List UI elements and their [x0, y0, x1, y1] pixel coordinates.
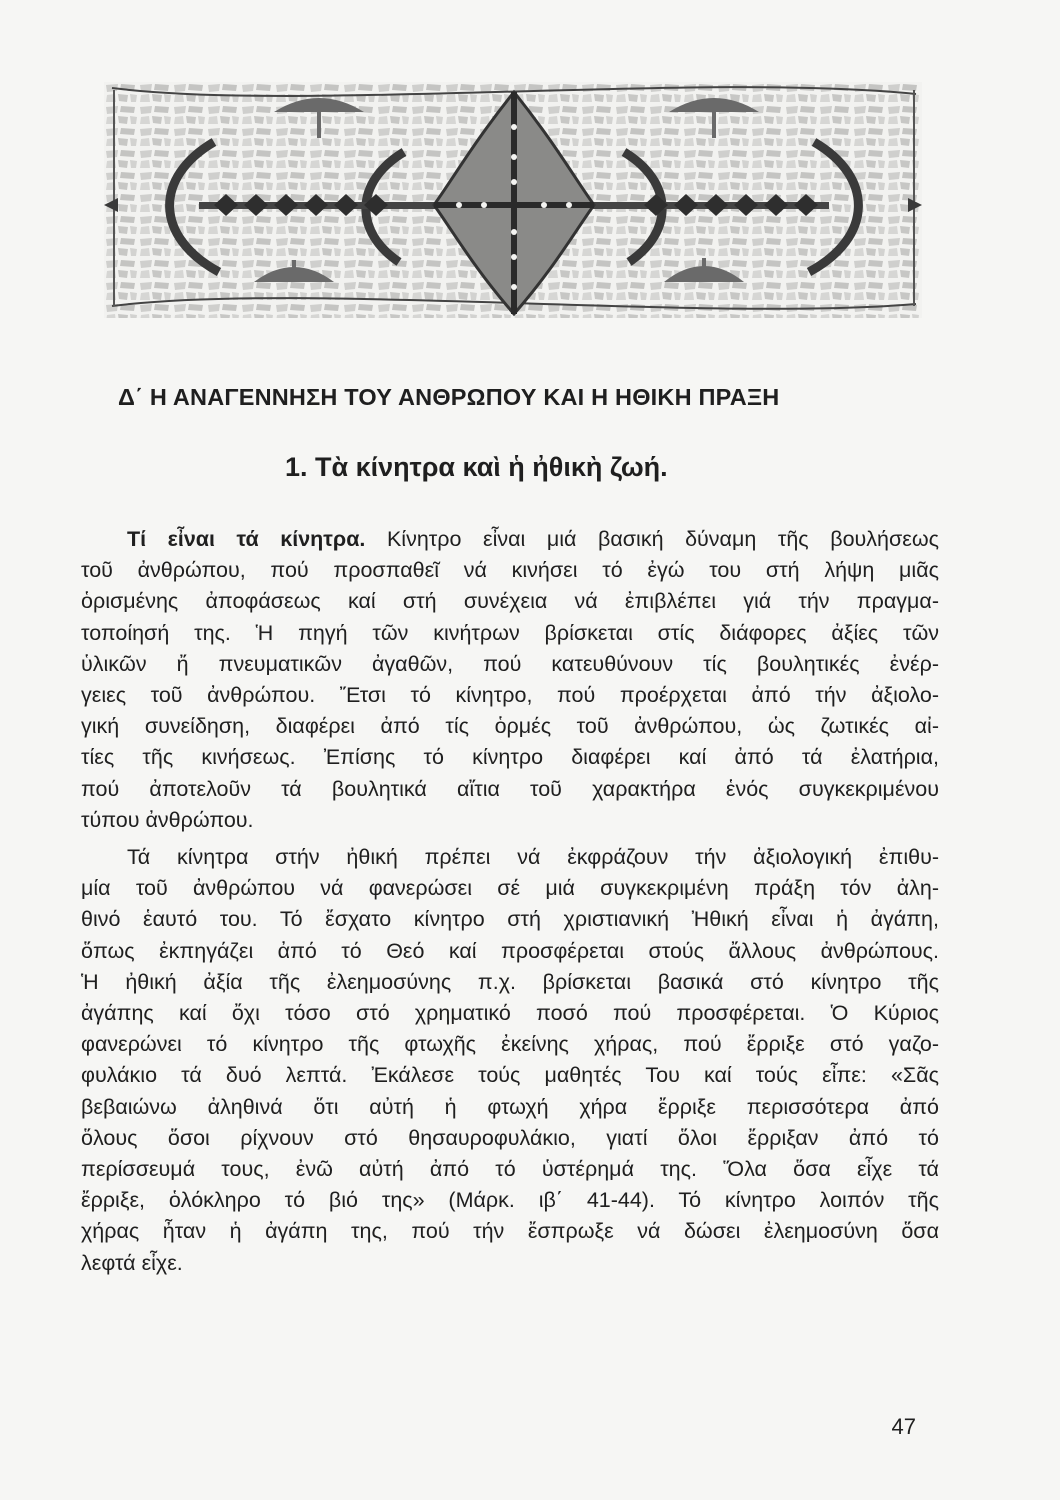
text-line: ὅλους ὅσοι ρίχνουν στό θησαυροφυλάκιο, γιατί ὅλοι ἔρριξαν ἀπό τό — [81, 1125, 939, 1150]
text-line: Τί εἶναι τά κίνητρα. Κίνητρο εἶναι μιά βασική δύναμη τῆς βουλήσεως — [127, 527, 939, 551]
text-line: φυλάκιο τά δυό λεπτά. Ἐκάλεσε τούς μαθητές Του καί τούς εἶπε: «Σᾶς — [81, 1063, 939, 1088]
text-line: ὑλικῶν ἤ πνευματικῶν ἀγαθῶν, πού κατευθύνουν τίς βουλητικές ἐνέρ- — [81, 651, 939, 676]
text-line: λεφτά εἶχε. — [81, 1250, 183, 1275]
text-line: τίες τῆς κινήσεως. Ἐπίσης τό κίνητρο διαφέρει καί ἀπό τά ἐλατήρια, — [81, 745, 939, 770]
text-line: τοῦ ἀνθρώπου, πού προσπαθεῖ νά κινήσει τό ἐγώ του στή λήψη μιᾶς — [81, 558, 939, 583]
text-line: τύπου ἀνθρώπου. — [81, 807, 254, 832]
text-line: γική συνείδηση, διαφέρει ἀπό τίς ὁρμές τοῦ ἀνθρώπου, ὡς ζωτικές αἰ- — [81, 714, 939, 739]
text-line: ἔρριξε, ὁλόκληρο τό βιό της» (Μάρκ. ιβ΄ 41-44). Τό κίνητρο λοιπόν τῆς — [81, 1188, 939, 1213]
text-line: Τά κίνητρα στήν ἠθική πρέπει νά ἐκφράζουν τήν ἀξιολογική ἐπιθυ- — [127, 845, 939, 870]
text-line: βεβαιώνω ἀληθινά ὅτι αὐτή ἡ φτωχή χήρα ἔρριξε περισσότερα ἀπό — [81, 1094, 939, 1119]
text-line: ὁρισμένης ἀποφάσεως καί στή συνέχεια νά ἐπιβλέπει γιά τήν πραγμα- — [81, 589, 939, 614]
paragraph-lead: Τί εἶναι τά κίνητρα. — [127, 527, 366, 551]
text-line: φανερώνει τό κίνητρο τῆς φτωχῆς ἐκείνης χήρας, πού ἔρριξε στό γαζο- — [81, 1032, 939, 1057]
text-line: πού ἀποτελοῦν τά βουλητικά αἴτια τοῦ χαρακτήρα ἑνός συγκεκριμένου — [81, 776, 939, 801]
section-title: 1. Τὰ κίνητρα καὶ ἡ ἠθικὴ ζωή. — [285, 452, 668, 482]
text-line: ὅπως ἐκπηγάζει ἀπό τό Θεό καί προσφέρεται στούς ἄλλους ἀνθρώπους. — [81, 938, 939, 963]
paragraph-motives — [81, 524, 939, 836]
mosaic-ornament-icon — [104, 82, 922, 318]
page-number: 47 — [891, 1414, 916, 1439]
text-line: ἀγάπης καί ὄχι τόσο στό χρηματικό ποσό πού προσφέρεται. Ὁ Κύριος — [81, 1001, 939, 1026]
text-line: μία τοῦ ἀνθρώπου νά φανερώσει σέ μιά συγκεκριμένη πράξη τόν ἀλη- — [81, 876, 939, 901]
text-line: χήρας ἦταν ἡ ἀγάπη της, πού τήν ἔσπρωξε νά δώσει ἐλεημοσύνη ὅσα — [81, 1219, 939, 1244]
text-line: θινό ἑαυτό του. Τό ἔσχατο κίνητρο στή χριστιανική Ἠθική εἶναι ἡ ἀγάπη, — [81, 907, 939, 932]
text-line: Ἡ ἠθική ἀξία τῆς ἐλεημοσύνης π.χ. βρίσκεται βασικά στό κίνητρο τῆς — [81, 969, 939, 994]
chapter-title: Δ΄ Η ΑΝΑΓΕΝΝΗΣΗ ΤΟΥ ΑΝΘΡΩΠΟΥ ΚΑΙ Η ΗΘΙΚΗ ΠΡΑΞΗ — [118, 384, 780, 410]
text-line: περίσσευμά τους, ἐνῶ αὐτή ἀπό τό ὑστέρημά της. Ὅλα ὅσα εἶχε τά — [81, 1157, 939, 1182]
text-line: γειες τοῦ ἀνθρώπου. Ἔτσι τό κίνητρο, πού προέρχεται ἀπό τήν ἀξιολο- — [81, 683, 939, 708]
paragraph-love — [81, 842, 939, 1279]
body-text — [81, 524, 939, 1279]
text-line: τοποίησή της. Ἡ πηγή τῶν κινήτρων βρίσκεται στίς διάφορες ἀξίες τῶν — [81, 620, 939, 645]
